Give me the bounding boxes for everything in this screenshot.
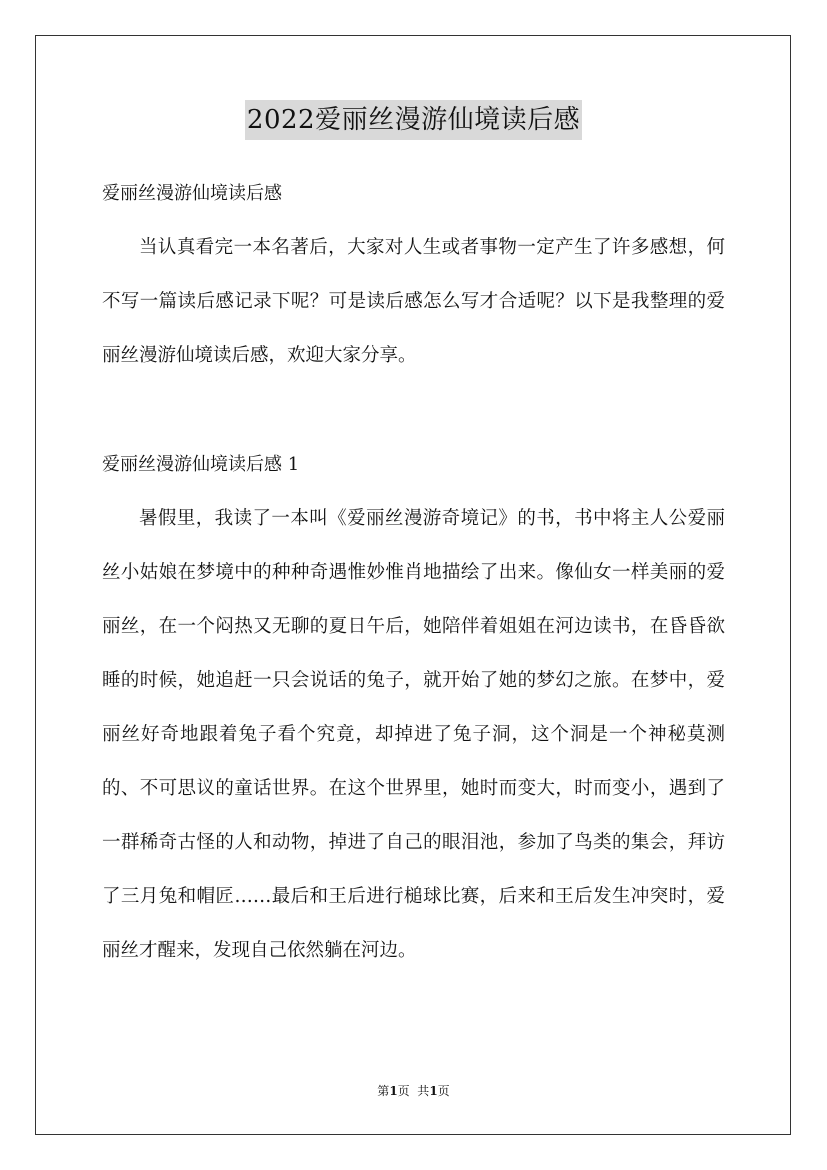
document-title: 2022爱丽丝漫游仙境读后感: [245, 100, 582, 140]
intro-heading: 爱丽丝漫游仙境读后感: [102, 183, 282, 204]
footer-prefix: 第: [377, 1084, 390, 1098]
section-1-heading: 爱丽丝漫游仙境读后感 1: [102, 454, 300, 475]
footer-mid: 页 共: [397, 1084, 430, 1098]
footer-page-total: 1: [429, 1084, 438, 1098]
footer-suffix: 页: [437, 1084, 450, 1098]
page-footer: [0, 1083, 827, 1099]
intro-paragraph: 当认真看完一本名著后，大家对人生或者事物一定产生了许多感想，何不写一篇读后感记录下呢？可是读后感怎么写才合适呢？以下是我整理的爱丽丝漫游仙境读后感，欢迎大家分享。: [102, 237, 725, 366]
section-1-paragraph: 暑假里，我读了一本叫《爱丽丝漫游奇境记》的书，书中将主人公爱丽丝小姑娘在梦境中的种种奇遇惟妙惟肖地描绘了出来。像仙女一样美丽的爱丽丝，在一个闷热又无聊的夏日午后，她陪伴着姐姐在河边读书，在昏昏欲睡的时候，她追赶一只会说话的兔子，就开始了她的梦幻之旅。在梦中，爱丽丝好奇地跟着兔子看个究竟，却掉进了兔子洞，这个洞是一个神秘莫测的、不可思议的童话世界。在这个世界里，她时而变大，时而变小，遇到了一群稀奇古怪的人和动物，掉进了自己的眼泪池，参加了鸟类的集会，拜访了三月兔和帽匠……最后和王后进行槌球比赛，后来和王后发生冲突时，爱丽丝才醒来，发现自己依然躺在河边。: [102, 508, 725, 961]
footer-page-current: 1: [389, 1084, 398, 1098]
title-container: [0, 100, 827, 140]
